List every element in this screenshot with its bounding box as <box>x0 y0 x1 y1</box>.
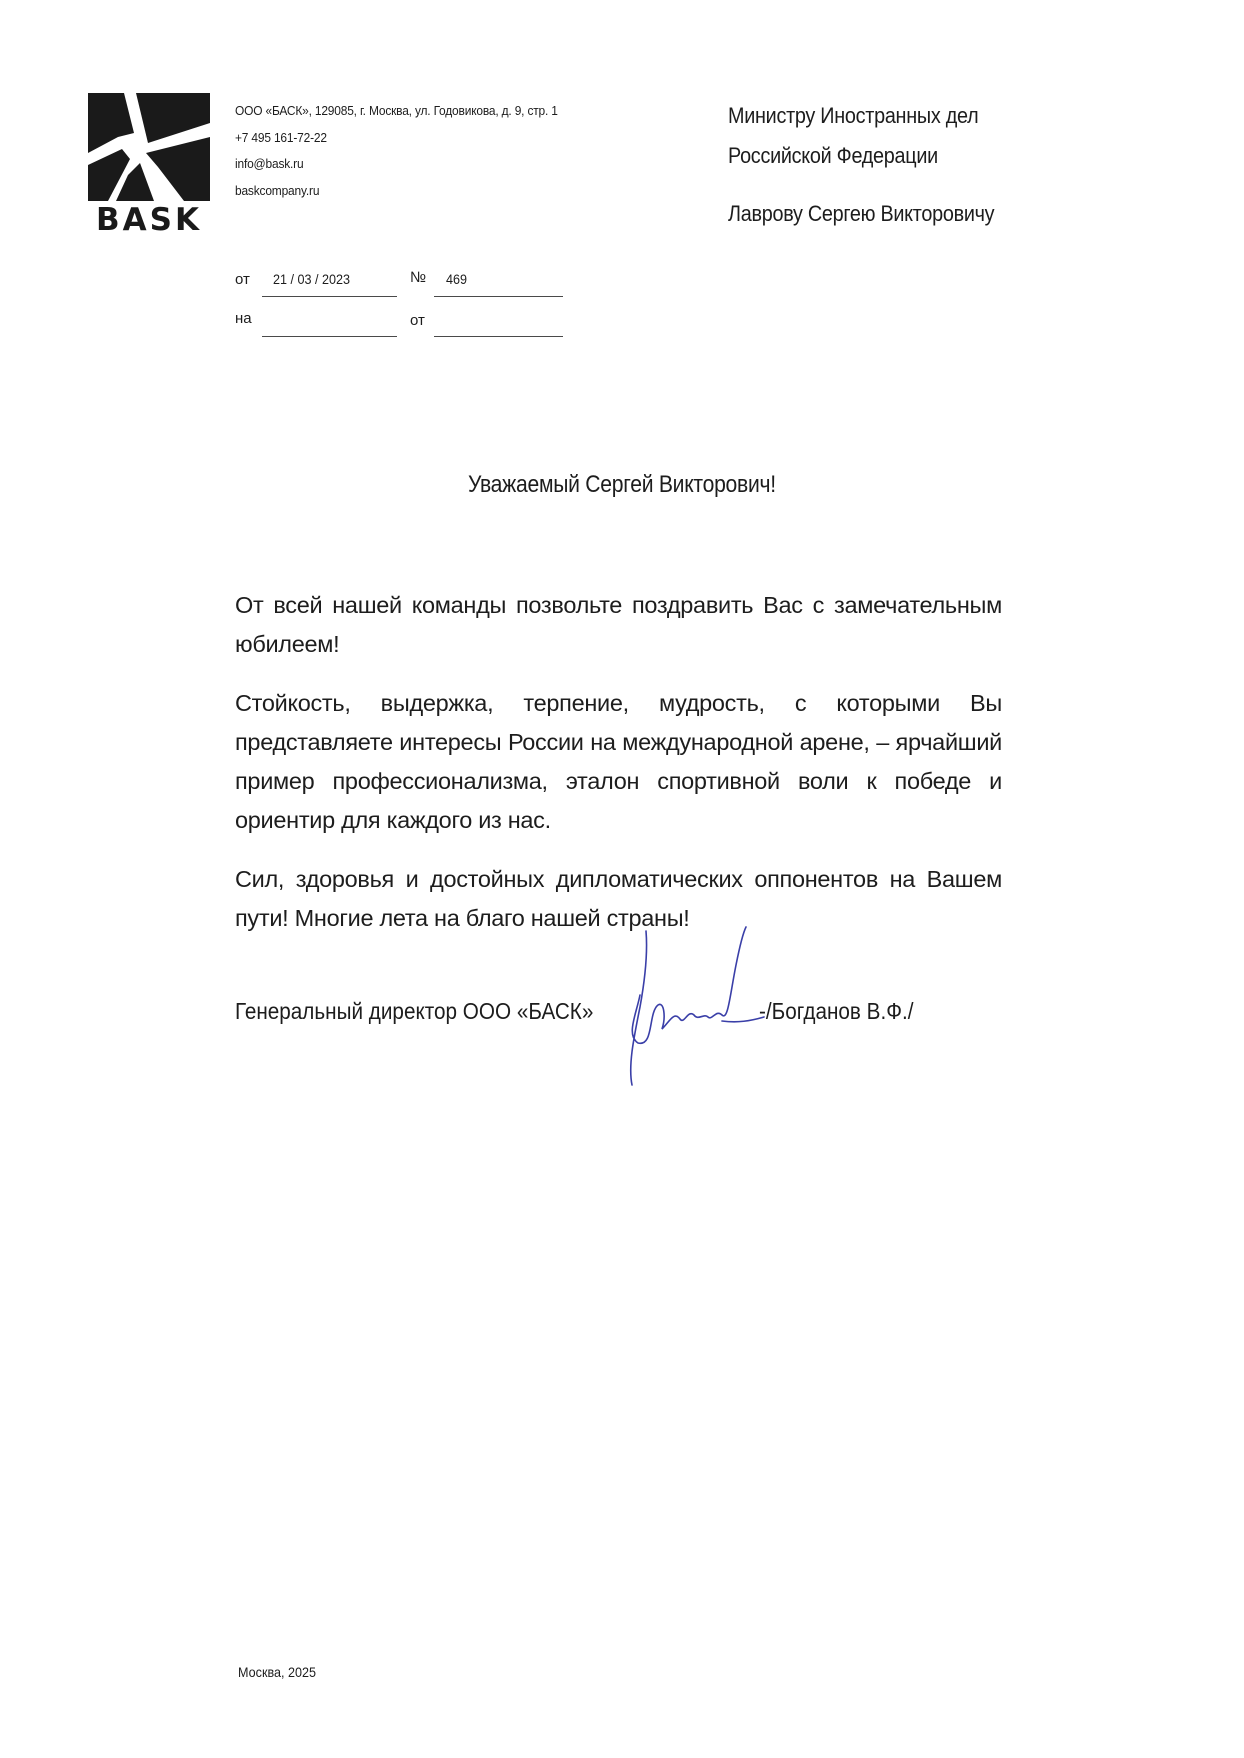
number-underline <box>434 296 563 297</box>
signatory-name: -/Богданов В.Ф./ <box>759 998 914 1024</box>
letter-greeting: Уважаемый Сергей Викторович! <box>468 471 776 498</box>
footer-place-year: Москва, 2025 <box>238 1664 317 1680</box>
number-label: № <box>410 269 427 286</box>
letter-date: 21 / 03 / 2023 <box>273 271 351 287</box>
letterhead-contacts <box>235 98 558 204</box>
company-address: ООО «БАСК», 129085, г. Москва, ул. Годовикова, д. 9, стр. 1 <box>235 103 558 118</box>
signatory-title: Генеральный директор ООО «БАСК» <box>235 998 594 1024</box>
date-label: от <box>235 271 250 288</box>
handwritten-signature <box>618 925 768 1095</box>
addressee-block <box>728 96 994 234</box>
bask-logo <box>88 93 210 231</box>
logo-wordmark: BASK <box>96 202 202 231</box>
company-website: baskcompany.ru <box>235 182 320 198</box>
letter-body <box>235 586 1002 958</box>
company-phone: +7 495 161-72-22 <box>235 129 327 145</box>
paragraph-congratulation: От всей нашей команды позвольте поздравить Вас с замечательным юбилеем! <box>235 592 1002 657</box>
paragraph-praise: Стойкость, выдержка, терпение, мудрость, с которыми Вы представляете интересы России на международной арене, – ярчайший пример профессионализма, эталон спортивной воли к победе и ориентир для каждого из нас. <box>235 690 1002 833</box>
addressee-organization: Российской Федерации <box>728 143 938 168</box>
date-underline <box>262 296 397 297</box>
reply-from-label: от <box>410 312 425 329</box>
reply-underline <box>262 336 397 337</box>
reply-from-underline <box>434 336 563 337</box>
company-email: info@bask.ru <box>235 156 304 171</box>
addressee-position: Министру Иностранных дел <box>728 103 979 128</box>
paragraph-wishes: Сил, здоровья и достойных дипломатических оппонентов на Вашем пути! Многие лета на благо нашей страны! <box>235 866 1002 931</box>
addressee-name: Лаврову Сергею Викторовичу <box>728 201 995 226</box>
letter-number: 469 <box>446 271 468 287</box>
logo-mark-icon <box>88 93 210 201</box>
reply-label: на <box>235 310 252 327</box>
